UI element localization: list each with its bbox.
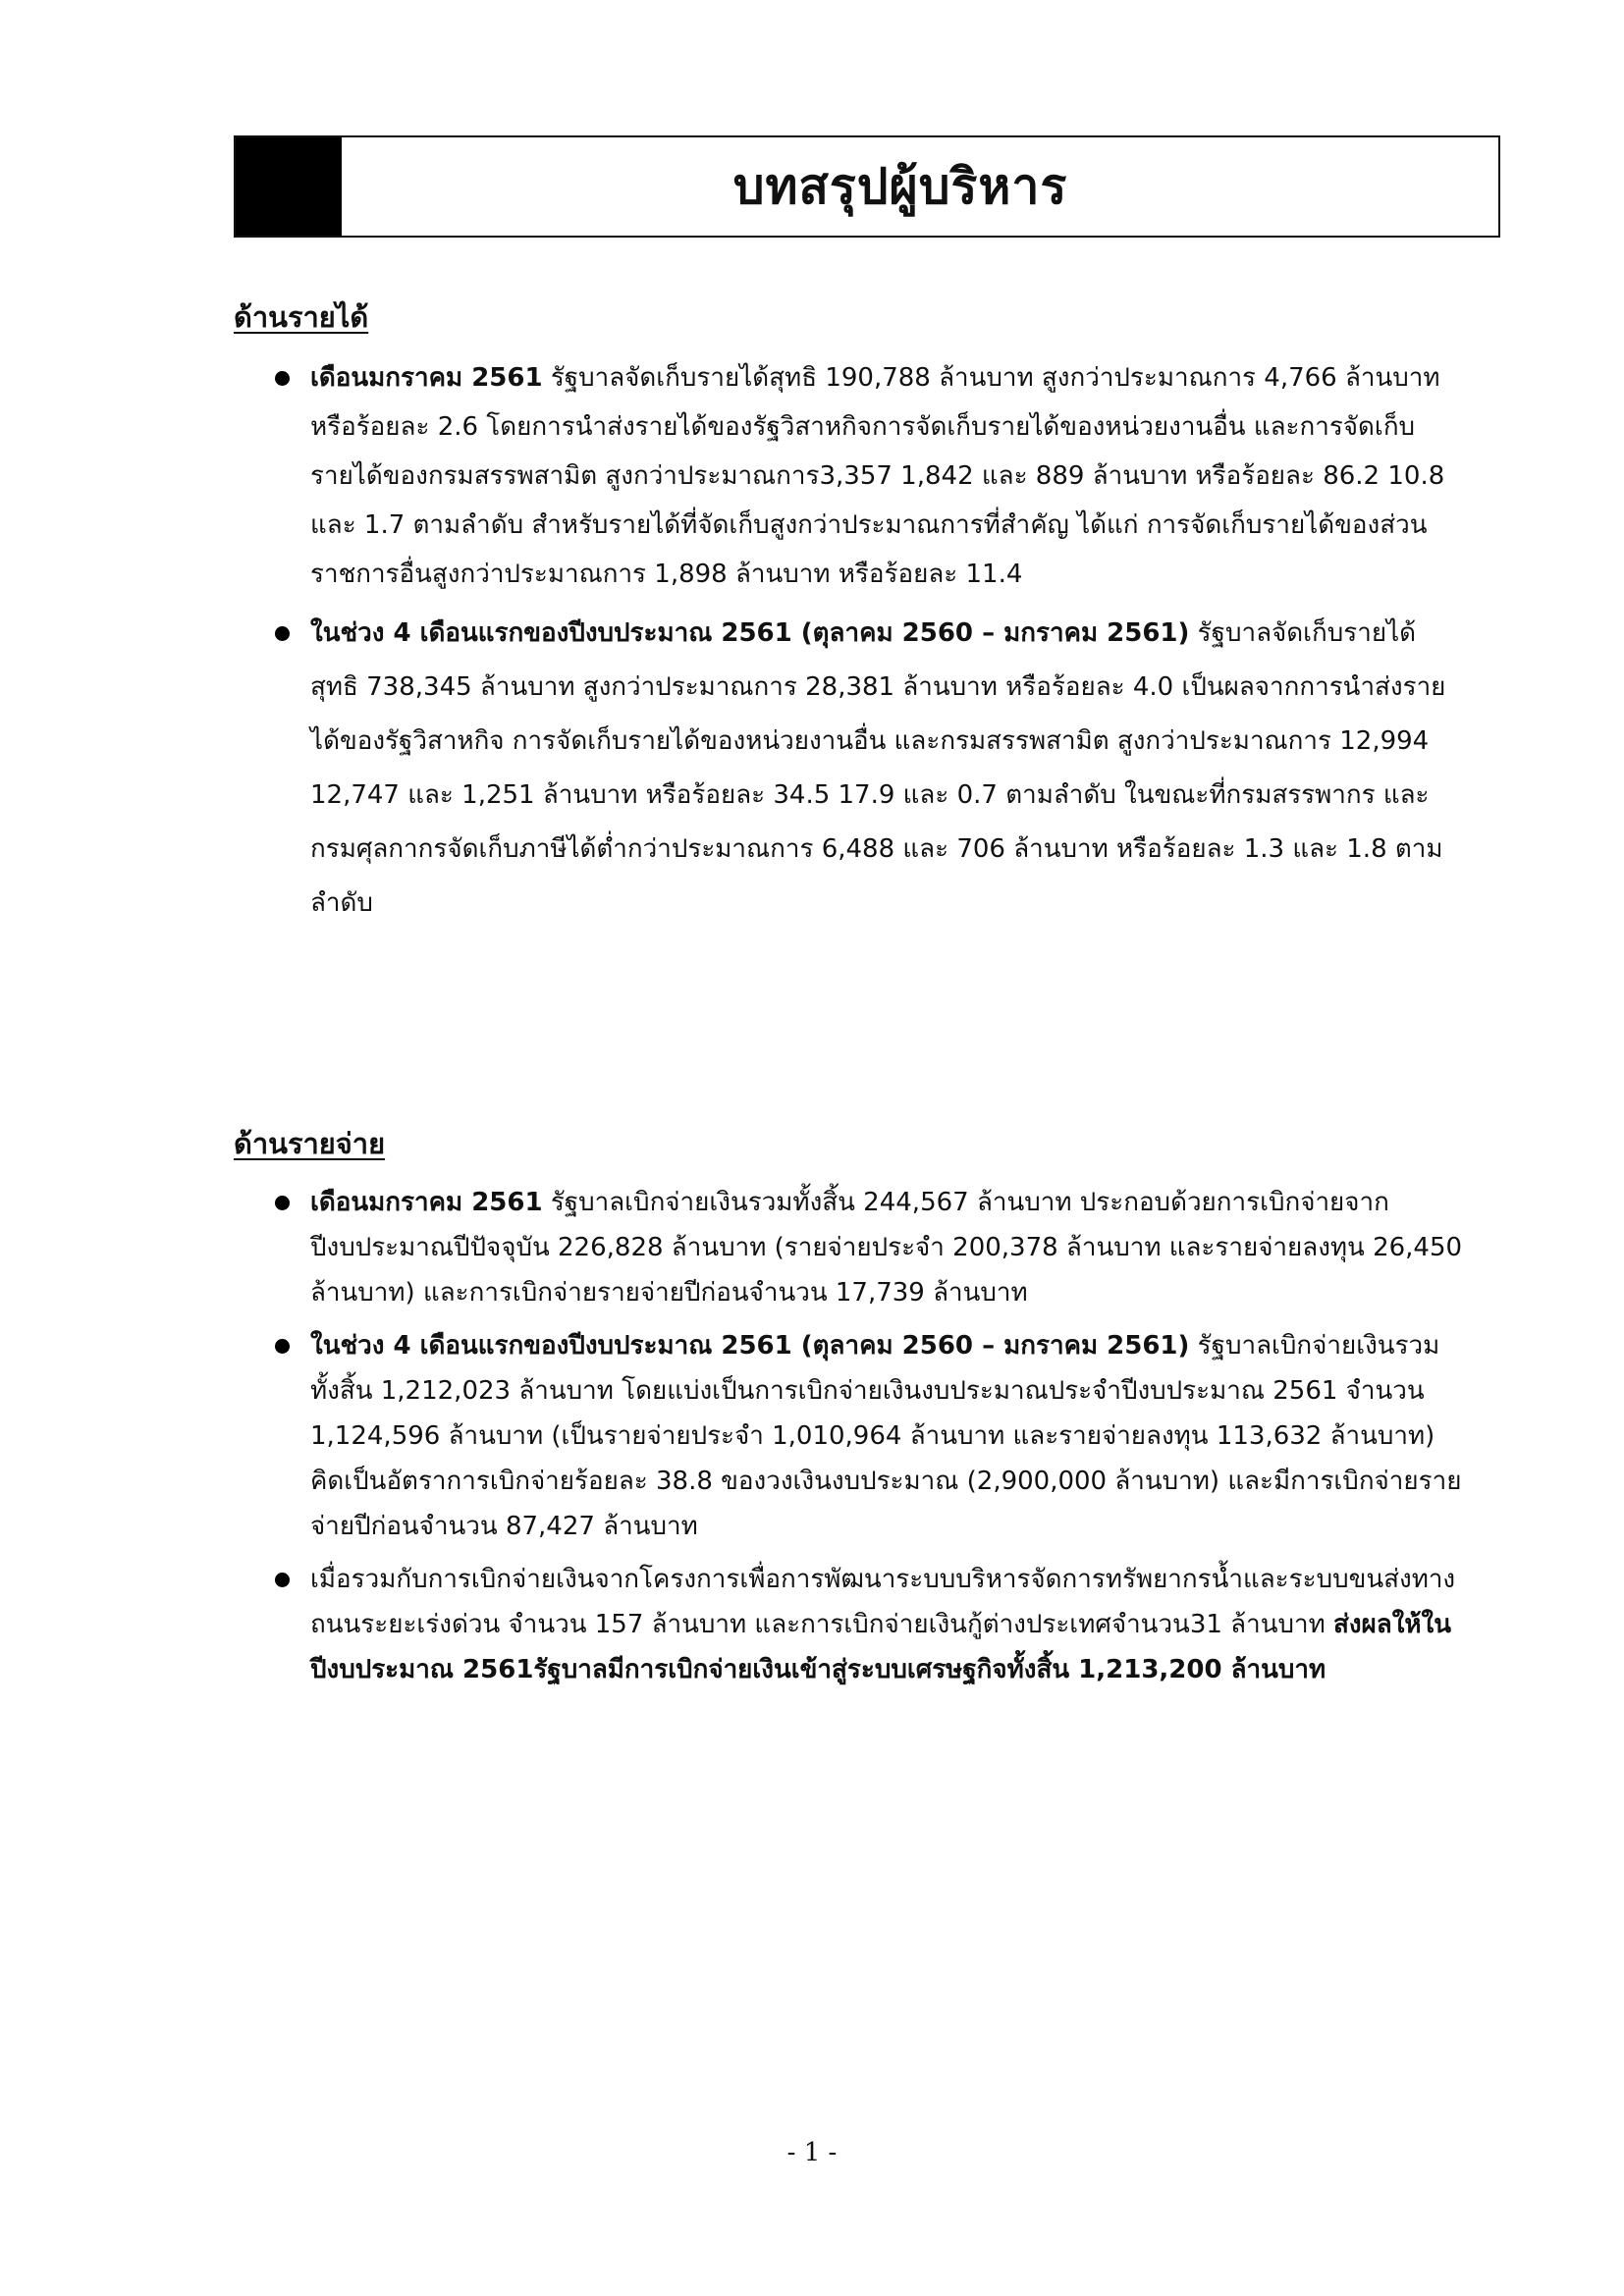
title-banner [234, 135, 1500, 238]
revenue-item-four-months-text: รัฐบาลจัดเก็บรายได้สุทธิ 738,345 ล้านบาท สูงกว่าประมาณการ 28,381 ล้านบาท หรือร้อยละ 4.0 เป็นผลจากการนำส่งรายได้ของรัฐวิสาหกิจ การจัดเก็บรายได้ของหน่วยงานอื่น และกรมสรรพสามิต สูงกว่าประมาณการ 12,994 12,747 และ 1,251 ล้านบาท หรือร้อยละ 34.5 17.9 และ 0.7 ตามลำดับ ในขณะที่กรมสรรพากร และกรมศุลกากรจัดเก็บภาษีได้ต่ำกว่าประมาณการ 6,488 และ 706 ล้านบาท หรือร้อยละ 1.3 และ 1.8 ตามลำดับ [310, 618, 1446, 918]
bullet-icon [275, 626, 290, 641]
expenditure-item-january-text: รัฐบาลเบิกจ่ายเงินรวมทั้งสิ้น 244,567 ล้านบาท ประกอบด้วยการเบิกจ่ายจากปีงบประมาณปีปัจจุบัน 226,828 ล้านบาท (รายจ่ายประจำ 200,378 ล้านบาท และรายจ่ายลงทุน 26,450 ล้านบาท) และการเบิกจ่ายรายจ่ายปีก่อนจำนวน 17,739 ล้านบาท [310, 1188, 1463, 1308]
bullet-icon [275, 1573, 290, 1587]
revenue-bullet-list [234, 353, 1510, 931]
bullet-icon [275, 1196, 290, 1210]
expenditure-item-january [234, 1180, 1469, 1315]
expenditure-heading: ด้านรายจ่าย [234, 1127, 386, 1160]
expenditure-section [234, 1121, 1510, 1692]
expenditure-item-combined [234, 1557, 1489, 1692]
revenue-item-four-months-lead: ในช่วง 4 เดือนแรกของปีงบประมาณ 2561 (ตุลาคม 2560 – มกราคม 2561) [310, 618, 1190, 648]
page-title: บทสรุปผู้บริหาร [732, 157, 1068, 215]
expenditure-item-combined-summary: ส่งผลให้ในปีงบประมาณ 2561รัฐบาลมีการเบิกจ่ายเงินเข้าสู่ระบบเศรษฐกิจทั้งสิ้น 1,213,200 ล้านบาท [310, 1610, 1452, 1684]
expenditure-item-january-lead: เดือนมกราคม 2561 [310, 1188, 543, 1217]
revenue-item-january [234, 353, 1449, 599]
title-black-block [236, 137, 342, 236]
expenditure-item-four-months [234, 1323, 1469, 1549]
revenue-item-january-lead: เดือนมกราคม 2561 [310, 363, 543, 393]
expenditure-item-four-months-text: รัฐบาลเบิกจ่ายเงินรวมทั้งสิ้น 1,212,023 ล้านบาท โดยแบ่งเป็นการเบิกจ่ายเงินงบประมาณประจำปีงบประมาณ 2561 จำนวน 1,124,596 ล้านบาท (เป็นรายจ่ายประจำ 1,010,964 ล้านบาท และรายจ่ายลงทุน 113,632 ล้านบาท) คิดเป็นอัตราการเบิกจ่ายร้อยละ 38.8 ของวงเงินงบประมาณ (2,900,000 ล้านบาท) และมีการเบิกจ่ายรายจ่ายปีก่อนจำนวน 87,427 ล้านบาท [310, 1331, 1462, 1541]
page-number: - 1 - [786, 2138, 838, 2167]
revenue-item-four-months [234, 607, 1449, 931]
revenue-item-january-text: รัฐบาลจัดเก็บรายได้สุทธิ 190,788 ล้านบาท สูงกว่าประมาณการ 4,766 ล้านบาท หรือร้อยละ 2.6 โดยการนำส่งรายได้ของรัฐวิสาหกิจการจัดเก็บรายได้ของหน่วยงานอื่น และการจัดเก็บรายได้ของกรมสรรพสามิต สูงกว่าประมาณการ3,357 1,842 และ 889 ล้านบาท หรือร้อยละ 86.2 10.8 และ 1.7 ตามลำดับ สำหรับรายได้ที่จัดเก็บสูงกว่าประมาณการที่สำคัญ ได้แก่ การจัดเก็บรายได้ของส่วนราชการอื่นสูงกว่าประมาณการ 1,898 ล้านบาท หรือร้อยละ 11.4 [310, 363, 1445, 589]
expenditure-bullet-list [234, 1180, 1510, 1692]
expenditure-item-combined-text: เมื่อรวมกับการเบิกจ่ายเงินจากโครงการเพื่อการพัฒนาระบบบริหารจัดการทรัพยากรน้ำและระบบขนส่งทางถนนระยะเร่งด่วน จำนวน 157 ล้านบาท และการเบิกจ่ายเงินกู้ต่างประเทศจำนวน31 ล้านบาท [310, 1565, 1456, 1639]
revenue-heading: ด้านรายได้ [234, 300, 369, 334]
bullet-icon [275, 371, 290, 386]
bullet-icon [275, 1339, 290, 1354]
revenue-section [234, 294, 1510, 931]
expenditure-item-four-months-lead: ในช่วง 4 เดือนแรกของปีงบประมาณ 2561 (ตุลาคม 2560 – มกราคม 2561) [310, 1331, 1190, 1361]
